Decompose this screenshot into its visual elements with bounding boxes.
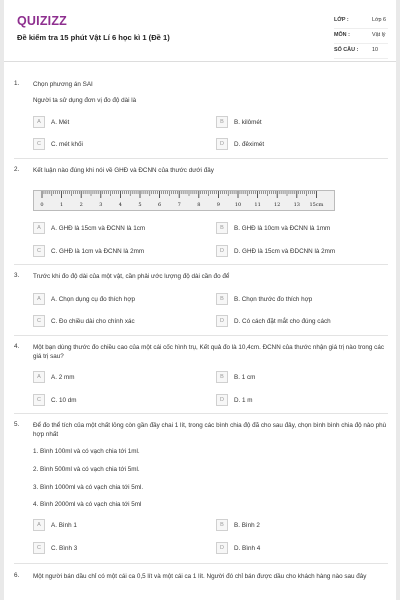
- ruler-tick-label: 6: [158, 202, 162, 208]
- option-letter-box: B: [216, 222, 228, 234]
- question-text: Kết luận nào đúng khi nói về GHĐ và ĐCNN của thước dưới đây: [33, 167, 214, 174]
- option-text: D. Có cách đặt mắt cho đúng cách: [234, 317, 331, 325]
- question-text: Một người bán dầu chỉ có một cái ca 0,5 lít và một cái ca 1 lít. Người đó chỉ bán được dầu cho khách hàng nào sau đây: [33, 573, 367, 580]
- option-3d[interactable]: [216, 315, 331, 327]
- option-2c[interactable]: [33, 245, 144, 257]
- option-text: A. Bình 1: [51, 521, 77, 529]
- meta-grade-value: Lớp 6: [372, 17, 387, 23]
- question-divider: [14, 264, 388, 265]
- question-number: 1.: [14, 80, 20, 87]
- question-divider: [14, 335, 388, 336]
- option-letter-box: C: [33, 394, 45, 406]
- option-letter-box: A: [33, 519, 45, 531]
- ruler-tick-label: 7: [177, 202, 181, 208]
- quizizz-logo[interactable]: QUIZIZZ: [17, 14, 68, 28]
- ruler-tick-label: 2: [79, 202, 83, 208]
- option-text: D. GHĐ là 15cm và ĐDCNN là 2mm: [234, 247, 336, 255]
- ruler-graphic: [34, 191, 334, 210]
- option-letter-box: A: [33, 293, 45, 305]
- list-item: 2. Bình 500ml và có vạch chia tới 5ml.: [33, 466, 140, 473]
- ruler-tick-label: 9: [216, 202, 220, 208]
- question-number: 5.: [14, 421, 20, 428]
- option-4a[interactable]: [33, 371, 74, 383]
- ruler-tick-label: 10: [234, 202, 242, 208]
- option-5b[interactable]: [216, 519, 260, 531]
- option-text: D. đêximét: [234, 140, 265, 148]
- list-item: 4. Bình 2000ml và có vạch chia tới 5ml: [33, 501, 142, 508]
- question-number: 4.: [14, 343, 20, 350]
- option-text: B. 1 cm: [234, 373, 256, 381]
- option-3b[interactable]: [216, 293, 312, 305]
- option-text: D. 1 m: [234, 396, 253, 404]
- option-1d[interactable]: [216, 138, 264, 150]
- worksheet-header: [4, 0, 396, 62]
- option-text: C. mét khối: [51, 140, 83, 148]
- option-4d[interactable]: [216, 394, 253, 406]
- option-text: C. GHĐ là 1cm và ĐCNN là 2mm: [51, 247, 145, 255]
- option-letter-box: B: [216, 293, 228, 305]
- option-4b[interactable]: [216, 371, 255, 383]
- ruler-image: [33, 190, 335, 211]
- list-item: 3. Bình 1000ml và có vạch chia tới 5ml.: [33, 484, 144, 491]
- meta-subject-label: MÔN :: [334, 32, 350, 38]
- option-text: C. 10 dm: [51, 396, 77, 404]
- option-5d[interactable]: [216, 542, 260, 554]
- option-text: A. Mét: [51, 118, 70, 126]
- option-letter-box: C: [33, 542, 45, 554]
- meta-count-value: 10: [372, 47, 378, 53]
- option-1a[interactable]: [33, 116, 69, 128]
- option-letter-box: D: [216, 542, 228, 554]
- option-4c[interactable]: [33, 394, 77, 406]
- meta-count-label: SỐ CÂU :: [334, 47, 359, 53]
- option-1c[interactable]: [33, 138, 83, 150]
- option-text: C. Đo chiều dài cho chính xác: [51, 317, 135, 325]
- option-text: B. GHĐ là 10cm và ĐCNN là 1mm: [234, 224, 331, 232]
- option-letter-box: A: [33, 371, 45, 383]
- option-letter-box: D: [216, 315, 228, 327]
- question-number: 2.: [14, 166, 20, 173]
- ruler-tick-label: 8: [197, 202, 201, 208]
- worksheet-title: Đề kiểm tra 15 phút Vật Lí 6 học kì 1 (Đề 1): [17, 33, 170, 42]
- meta-grade-label: LỚP :: [334, 17, 349, 23]
- question-text: Chọn phương án SAI: [33, 81, 93, 88]
- question-text: Để đo thể tích của một chất lỏng còn gần đầy chai 1 lít, trong các bình chia độ đã cho sau đây, chọn bình bình chia độ nào phù hợp nhất: [33, 422, 387, 438]
- ruler-tick-label: 5: [138, 202, 142, 208]
- question-divider: [14, 413, 388, 414]
- question-divider: [14, 158, 388, 159]
- meta-grade: [334, 14, 388, 29]
- ruler-tick-label: 15cm: [309, 202, 324, 208]
- ruler-tick-label: 4: [118, 202, 122, 208]
- option-text: B. Chọn thước đo thích hợp: [234, 295, 313, 303]
- option-3c[interactable]: [33, 315, 135, 327]
- option-text: A. 2 mm: [51, 373, 75, 381]
- ruler-tick-label: 13: [293, 202, 300, 208]
- option-5a[interactable]: [33, 519, 77, 531]
- ruler-tick-label: 1: [60, 202, 64, 208]
- question-text: Trước khi đo độ dài của một vật, cần phải ước lượng độ dài cần đo để: [33, 273, 230, 280]
- worksheet-meta: [334, 14, 388, 59]
- ruler-tick-label: 12: [274, 202, 281, 208]
- option-3a[interactable]: [33, 293, 135, 305]
- meta-question-count: [334, 44, 388, 59]
- question-1-stem: Người ta sử dụng đơn vị đo độ dài là: [33, 97, 137, 104]
- ruler-tick-label: 11: [254, 202, 261, 208]
- question-number: 3.: [14, 272, 20, 279]
- option-letter-box: D: [216, 245, 228, 257]
- option-text: B. Bình 2: [234, 521, 260, 529]
- worksheet-page: [4, 0, 396, 600]
- option-letter-box: D: [216, 138, 228, 150]
- list-item: 1. Bình 100ml và có vạch chia tới 1ml.: [33, 448, 140, 455]
- option-letter-box: A: [33, 222, 45, 234]
- option-2b[interactable]: [216, 222, 330, 234]
- option-letter-box: C: [33, 245, 45, 257]
- option-letter-box: A: [33, 116, 45, 128]
- option-letter-box: B: [216, 116, 228, 128]
- option-text: C. Bình 3: [51, 544, 78, 552]
- option-letter-box: C: [33, 138, 45, 150]
- option-letter-box: C: [33, 315, 45, 327]
- option-2d[interactable]: [216, 245, 335, 257]
- option-letter-box: D: [216, 394, 228, 406]
- option-5c[interactable]: [33, 542, 77, 554]
- option-1b[interactable]: [216, 116, 262, 128]
- question-divider: [14, 563, 388, 564]
- meta-subject-value: Vật lý: [372, 32, 386, 38]
- option-letter-box: B: [216, 519, 228, 531]
- question-text: Một bạn dùng thước đo chiều cao của một cái cốc hình trụ, Kết quả đo là 10,4cm. ĐCNN của thước nhận giá trị nào trong các giá trị sau?: [33, 344, 384, 360]
- option-text: A. GHĐ là 15cm và ĐCNN là 1cm: [51, 224, 146, 232]
- option-text: B. kilômét: [234, 118, 262, 126]
- option-2a[interactable]: [33, 222, 145, 234]
- option-text: D. Bình 4: [234, 544, 261, 552]
- option-text: A. Chọn dụng cụ đo thích hợp: [51, 295, 135, 303]
- ruler-tick-label: 3: [99, 202, 103, 208]
- question-number: 6.: [14, 572, 20, 579]
- meta-subject: [334, 29, 388, 44]
- ruler-tick-label: 0: [40, 202, 44, 208]
- option-letter-box: B: [216, 371, 228, 383]
